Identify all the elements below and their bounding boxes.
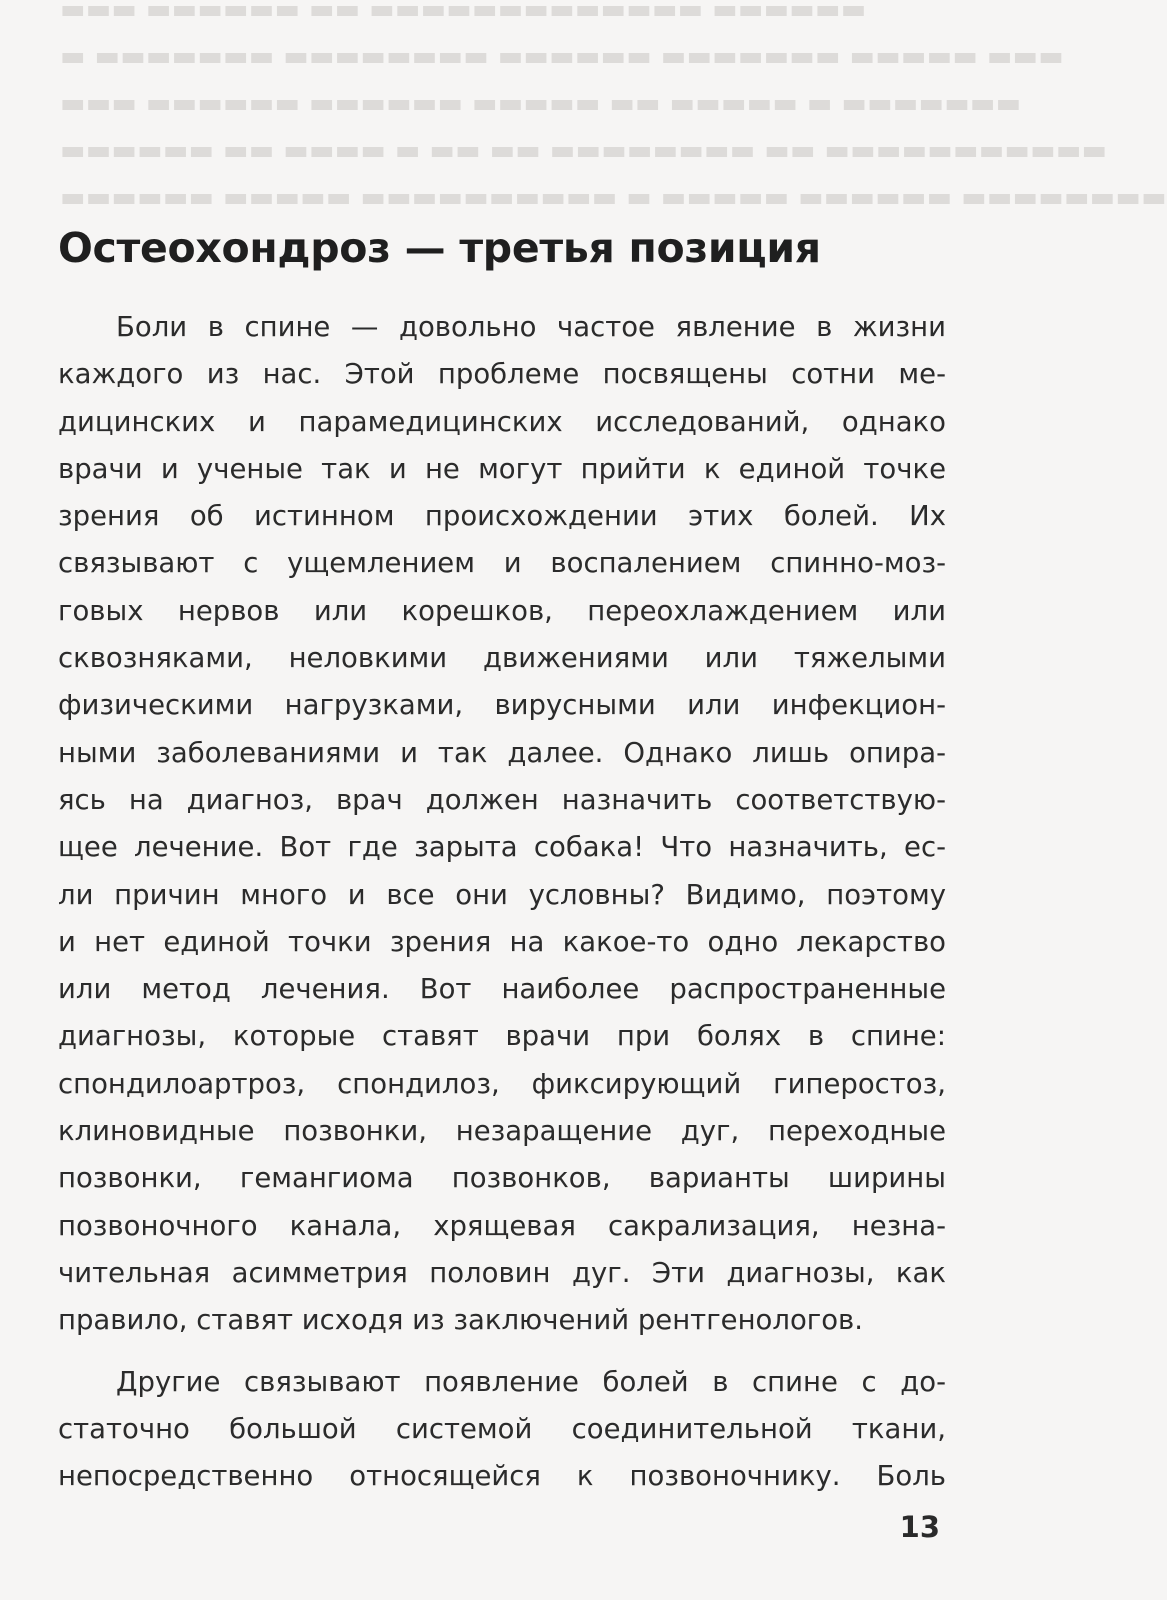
text-line: чительная асимметрия половин дуг. Эти диагнозы, как (58, 1256, 946, 1289)
text-line: позвоночного канала, хрящевая сакрализация, незна- (58, 1209, 946, 1242)
paragraph-gap (58, 1345, 946, 1359)
text-line: клиновидные позвонки, незаращение дуг, переходные (58, 1115, 946, 1148)
text-line: статочно большой системой соединительной ткани, (58, 1412, 946, 1445)
text-line: спондилоартроз, спондилоз, фиксирующий гиперостоз, (58, 1067, 946, 1100)
text-line: диагнозы, которые ставят врачи при болях в спине: (58, 1020, 946, 1053)
paragraph-1 (58, 304, 946, 1345)
text-line: правило, ставят исходя из заключений рентгенологов. (58, 1304, 863, 1337)
text-line: Боли в спине — довольно частое явление в жизни (116, 311, 946, 343)
chapter-heading: Остеохондроз — третья позиция (58, 224, 821, 272)
text-line: сквозняками, неловкими движениями или тяжелыми (58, 642, 946, 675)
book-page (58, 222, 946, 1500)
text-line: физическими нагрузками, вирусными или инфекцион- (58, 689, 946, 722)
show-through-background: ▬▬▬ ▬▬▬▬▬▬ ▬▬ ▬▬▬▬▬▬▬▬▬▬▬▬▬ ▬▬▬▬▬▬ ▬ ▬▬▬▬▬▬▬ ▬▬▬▬▬▬▬▬ ▬▬▬▬▬▬ ▬▬▬▬▬▬▬ ▬▬▬▬▬ ▬▬▬ ▬▬▬ ▬▬▬▬▬▬ ▬▬▬▬▬▬ ▬▬▬▬▬ ▬▬ ▬▬▬▬▬ ▬ ▬▬▬▬▬▬▬ ▬▬▬▬▬▬ ▬▬ ▬▬▬▬ ▬ ▬▬ ▬▬ ▬▬▬▬▬▬▬▬ ▬▬ ▬▬▬▬▬▬▬▬▬▬▬ ▬▬▬▬▬▬ ▬▬▬▬▬ ▬▬▬▬▬▬▬▬▬▬ ▬ ▬▬▬▬▬ ▬▬▬▬▬▬ ▬▬▬▬▬▬▬▬ (60, 0, 1167, 213)
text-line: дицинских и парамедицинских исследований, однако (58, 405, 946, 438)
text-line: связывают с ущемлением и воспалением спинно-моз- (58, 547, 946, 580)
text-line: зрения об истинном происхождении этих болей. Их (58, 500, 946, 533)
text-line: или метод лечения. Вот наиболее распространенные (58, 973, 946, 1006)
text-line: позвонки, гемангиома позвонков, варианты ширины (58, 1162, 946, 1195)
text-line: каждого из нас. Этой проблеме посвящены сотни ме- (58, 358, 946, 391)
text-line: щее лечение. Вот где зарыта собака! Что назначить, ес- (58, 831, 946, 864)
text-line: непосредственно относящейся к позвоночнику. Боль (58, 1460, 946, 1493)
text-line: и нет единой точки зрения на какое-то одно лекарство (58, 925, 946, 958)
text-line: ясь на диагноз, врач должен назначить соответствую- (58, 783, 946, 816)
text-line: врачи и ученые так и не могут прийти к единой точке (58, 452, 946, 485)
text-line: говых нервов или корешков, переохлаждением или (58, 594, 946, 627)
paragraph-2 (58, 1359, 946, 1501)
text-line: Другие связывают появление болей в спине с до- (116, 1365, 946, 1398)
page-number: 13 (899, 1510, 940, 1544)
text-line: ными заболеваниями и так далее. Однако лишь опира- (58, 736, 946, 769)
text-line: ли причин много и все они условны? Видимо, поэтому (58, 878, 946, 911)
